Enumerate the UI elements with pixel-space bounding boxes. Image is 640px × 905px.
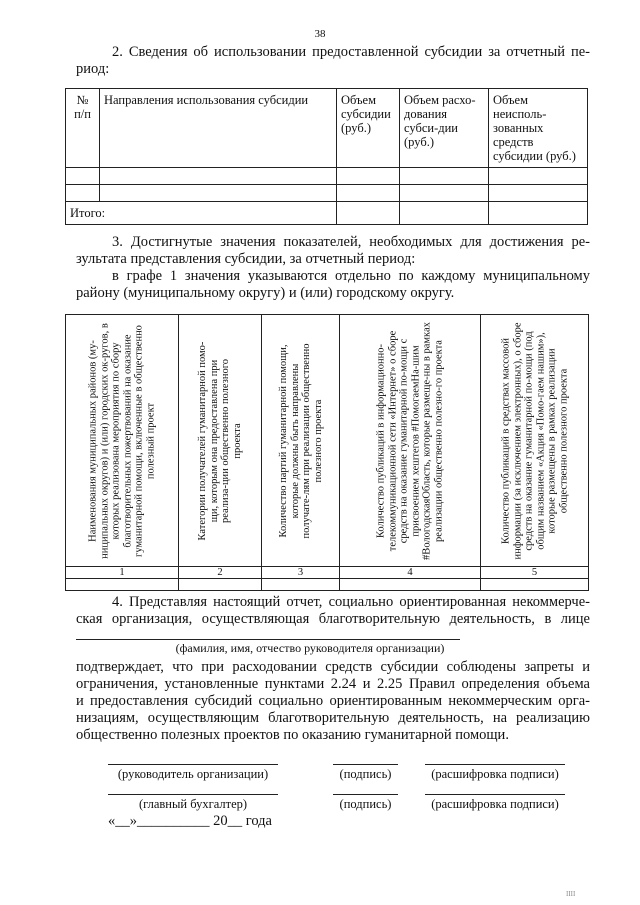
column-number-1: 1: [66, 567, 179, 579]
section3-line4: району (муниципальному округу) и (или) городскому округу.: [76, 285, 455, 301]
sign-label-2: (подпись): [339, 797, 392, 811]
accountant-decode-line: [425, 794, 565, 795]
table-row: [66, 579, 589, 591]
header-cell-unused: Объем неисполь-зованных средств субсидии (руб.): [489, 89, 588, 168]
head-label: (руководитель организации): [117, 767, 269, 781]
representative-name-line: [76, 639, 460, 640]
section3-line2: зультата представления субсидии, за отчетный период:: [76, 251, 416, 267]
sign-label: (подпись): [339, 767, 392, 781]
header-cell-spent: Объем расхо-дования субси-дии (руб.): [400, 89, 489, 168]
indicator-header-cell-2: Категории получателей гуманитарной помо-щи, которым она предоставлена при реализа-ции общественно полезного проекта: [179, 315, 262, 567]
head-signature-line: [108, 764, 278, 765]
column-number-3: 3: [262, 567, 340, 579]
indicator-header-cell-4: Количество публикаций в информационно-телекоммуникационной сети «Интернет» о сборе средств на оказание гуманитарной по-мощи с присвоением хештегов #ПомогаемНа-шим #ВологодскаяОбласть, которые размеще-ны в рамках реализации общественно полезно-го проекта: [340, 315, 481, 567]
section4-line1: 4. Представляя настоящий отчет, социально ориентированная некоммерче-: [112, 594, 590, 610]
table-header-row: [66, 89, 588, 168]
column-number-4: 4: [340, 567, 481, 579]
section3-line3: в графе 1 значения указываются отдельно по каждому муниципальному: [112, 268, 590, 284]
corner-mark: ΙΙΙΙ: [566, 890, 576, 898]
page-number: 38: [314, 28, 326, 40]
accountant-signature-line: [108, 794, 278, 795]
total-label: Итого:: [66, 202, 337, 225]
indicator-header-cell-1: Наименования муниципальных районов (му-ниципальных округов) и (или) городских ок-ругов, в которых реализована мероприятия по сбору благотворительных пожертвований на оказание гуманитарной помощи, включенные в общественно полезный проект: [66, 315, 179, 567]
section4-line7: общественно полезных проектов по оказанию гуманитарной помощи.: [76, 727, 509, 743]
section4-line2: ская организация, осуществляющая благотворительную деятельность, в лице: [76, 611, 590, 627]
header-cell-volume: Объем субсидии (руб.): [337, 89, 400, 168]
section4-line5: и предоставления субсидий социально ориентированным некоммерческим орга-: [76, 693, 590, 709]
header-cell-direction: Направления использования субсидии: [100, 89, 337, 168]
decode-label: (расшифровка подписи): [431, 767, 559, 781]
indicators-table: [65, 314, 589, 591]
column-number-row: [66, 567, 589, 579]
date-line: «__»__________ 20__ года: [108, 813, 272, 829]
indicator-header-cell-3: Количество партий гуманитарной помощи, которые должны быть направлены получате-лям при реализации общественно полезного проекта: [262, 315, 340, 567]
table-row: [66, 168, 588, 185]
section2-heading-cont: риод:: [76, 61, 110, 77]
section4-line4: ограничения, установленные пунктами 2.24 и 2.25 Правил определения объема: [76, 676, 590, 692]
indicator-header-cell-5: Количество публикаций в средствах массовой информации (за исключением электронных), о сборе средств на оказание гуманитарной по-мощи (под общим названием «Акция «Помо-гаем нашим»), которые размещены в рамках реализации общественно полезного проекта: [481, 315, 589, 567]
section2-heading: 2. Сведения об использовании предоставленной субсидии за отчетный пе-: [112, 44, 590, 60]
accountant-sign-line: [333, 794, 398, 795]
table-row: [66, 185, 588, 202]
accountant-label: (главный бухгалтер): [138, 797, 248, 811]
subsidy-usage-table: [65, 88, 588, 225]
header-cell-number: № п/п: [66, 89, 100, 168]
section4-line6: низациям, осуществляющим благотворительную деятельность, на реализацию: [76, 710, 590, 726]
head-decode-line: [425, 764, 565, 765]
column-number-2: 2: [179, 567, 262, 579]
section3-line1: 3. Достигнутые значения показателей, необходимых для достижения ре-: [112, 234, 590, 250]
indicators-header-row: [66, 315, 589, 567]
table-total-row: [66, 202, 588, 225]
section4-line3: подтверждает, что при расходовании средств субсидии соблюдены запреты и: [76, 659, 590, 675]
decode-label-2: (расшифровка подписи): [431, 797, 559, 811]
representative-name-caption: (фамилия, имя, отчество руководителя организации): [175, 641, 445, 655]
head-sign-line: [333, 764, 398, 765]
column-number-5: 5: [481, 567, 589, 579]
